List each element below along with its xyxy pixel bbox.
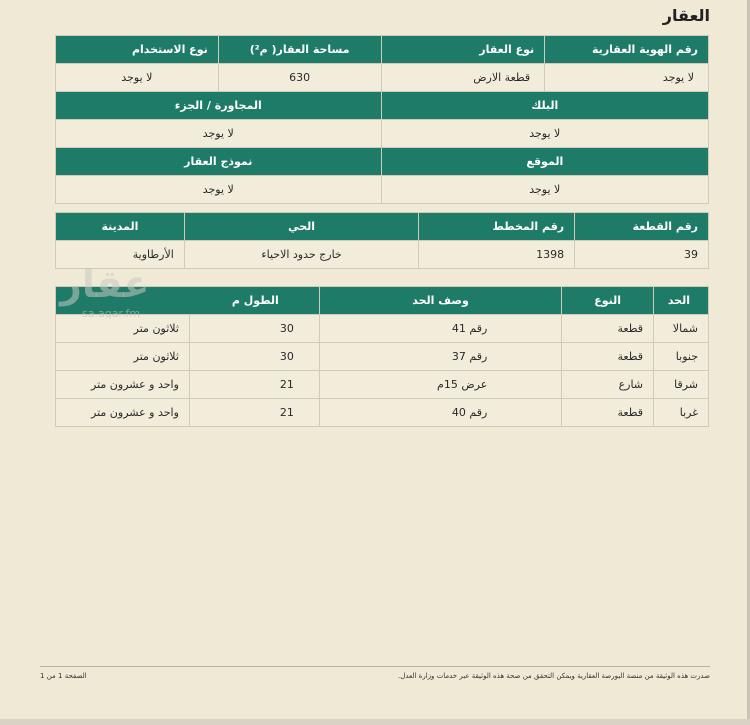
table-row: [56, 315, 709, 343]
neighborhood-part-value: لا يوجد: [56, 120, 382, 148]
table-row: [56, 343, 709, 371]
border-desc: رقم 37: [319, 343, 561, 371]
border-side-header: الحد: [654, 287, 709, 315]
property-value-row-2: [56, 120, 709, 148]
location-header: الموقع: [381, 148, 708, 176]
border-length-number: 21: [189, 371, 319, 399]
property-model-header: نموذج العقار: [56, 148, 382, 176]
border-type: قطعة: [562, 399, 654, 427]
border-type-header: النوع: [562, 287, 654, 315]
table-row: [56, 399, 709, 427]
property-value-row-1: [56, 64, 709, 92]
border-length-header: الطول م: [56, 287, 320, 315]
plot-number-value: 39: [575, 241, 709, 269]
page-edge-bottom: [0, 719, 750, 725]
property-id-header: رقم الهوية العقارية: [545, 36, 709, 64]
property-table: [55, 35, 709, 204]
border-desc: رقم 41: [319, 315, 561, 343]
section-title: العقار: [662, 6, 710, 25]
border-side: شمالا: [654, 315, 709, 343]
border-length-text: واحد و عشرون متر: [56, 399, 190, 427]
border-type: شارع: [562, 371, 654, 399]
border-side: جنوبا: [654, 343, 709, 371]
property-id-value: لا يوجد: [545, 64, 709, 92]
neighborhood-part-header: المجاورة / الجزء: [56, 92, 382, 120]
border-type: قطعة: [562, 343, 654, 371]
block-header: البلك: [381, 92, 708, 120]
border-length-text: ثلاثون متر: [56, 343, 190, 371]
border-side: شرقا: [654, 371, 709, 399]
border-desc: رقم 40: [319, 399, 561, 427]
plot-number-header: رقم القطعة: [575, 213, 709, 241]
footer-note: صدرت هذه الوثيقة من منصة البورصة العقارية ويمكن التحقق من صحة هذه الوثيقة عبر خدمات وزارة العدل.: [398, 672, 710, 680]
border-length-text: واحد و عشرون متر: [56, 371, 190, 399]
property-header-row-1: [56, 36, 709, 64]
footer-divider: [40, 666, 710, 667]
property-model-value: لا يوجد: [56, 176, 382, 204]
usage-type-value: لا يوجد: [56, 64, 219, 92]
property-type-value: قطعة الارض: [381, 64, 545, 92]
property-header-row-3: [56, 148, 709, 176]
border-length-number: 30: [189, 343, 319, 371]
property-area-value: 630: [218, 64, 381, 92]
plot-header-row: [56, 213, 709, 241]
property-type-header: نوع العقار: [381, 36, 545, 64]
watermark-site: sa.aqar.fm: [82, 307, 141, 320]
district-value: خارج حدود الاحياء: [184, 241, 419, 269]
page-number: الصفحة 1 من 1: [40, 672, 87, 680]
property-header-row-2: [56, 92, 709, 120]
block-value: لا يوجد: [381, 120, 708, 148]
district-header: الحي: [184, 213, 419, 241]
table-row: [56, 371, 709, 399]
border-length-text: ثلاثون متر: [56, 315, 190, 343]
scheme-number-header: رقم المخطط: [419, 213, 575, 241]
borders-header-row: [56, 287, 709, 315]
plot-table: [55, 212, 709, 269]
border-desc-header: وصف الحد: [319, 287, 561, 315]
watermark-logo: عقار: [60, 262, 150, 306]
plot-value-row: [56, 241, 709, 269]
border-length-number: 21: [189, 399, 319, 427]
usage-type-header: نوع الاستخدام: [56, 36, 219, 64]
location-value: لا يوجد: [381, 176, 708, 204]
scheme-number-value: 1398: [419, 241, 575, 269]
borders-table: [55, 286, 709, 427]
property-value-row-3: [56, 176, 709, 204]
border-side: غربا: [654, 399, 709, 427]
city-value: الأرطاوية: [56, 241, 185, 269]
border-length-number: 30: [189, 315, 319, 343]
property-area-header: مساحة العقار( م²): [218, 36, 381, 64]
city-header: المدينة: [56, 213, 185, 241]
border-type: قطعة: [562, 315, 654, 343]
border-desc: عرض 15م: [319, 371, 561, 399]
